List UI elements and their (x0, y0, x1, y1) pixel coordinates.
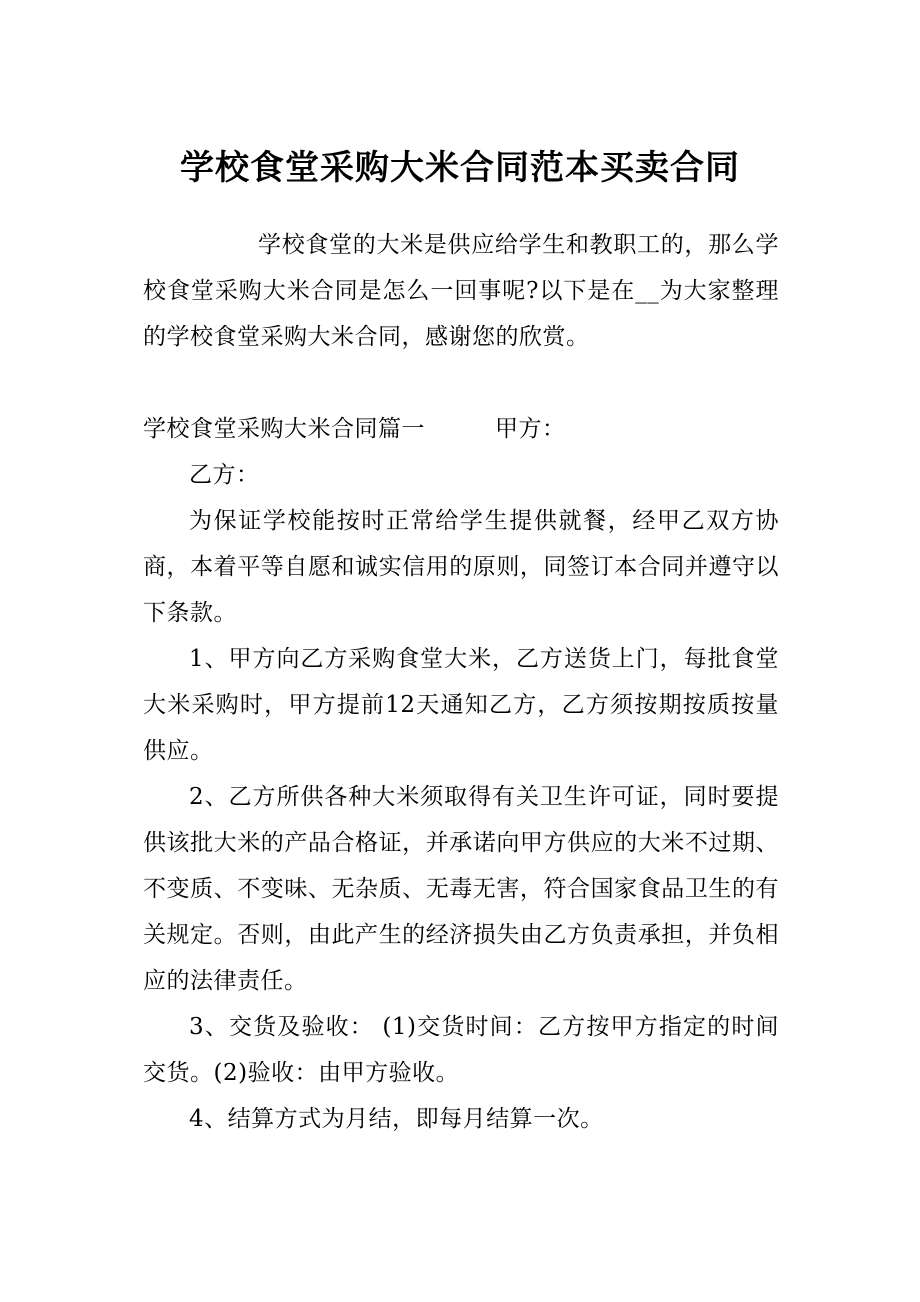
clause-4: 4、结算方式为月结，即每月结算一次。 (189, 1106, 604, 1132)
party-b-label: 乙方： (189, 462, 260, 488)
clause-3: 3、交货及验收： (1)交货时间：乙方按甲方指定的时间交货。(2)验收：由甲方验收。 (143, 1014, 779, 1086)
clause-2: 2、乙方所供各种大米须取得有关卫生许可证，同时要提供该批大米的产品合格证，并承诺向甲方供应的大米不过期、不变质、不变味、无杂质、无毒无害，符合国家食品卫生的有关规定。否则，由此产生的经济损失由乙方负责承担，并负相应的法律责任。 (143, 784, 779, 994)
preamble-paragraph: 为保证学校能按时正常给学生提供就餐，经甲乙双方协商，本着平等自愿和诚实信用的原则，同签订本合同并遵守以下条款。 (143, 508, 779, 626)
section-heading-line (143, 406, 779, 452)
document-title: 学校食堂采购大米合同范本买卖合同 (180, 148, 740, 188)
section-heading: 学校食堂采购大米合同篇一 (143, 416, 425, 442)
paragraph-gap (143, 360, 779, 406)
document-body (143, 222, 779, 1142)
party-a-label: 甲方： (495, 416, 566, 442)
clause-1: 1、甲方向乙方采购食堂大米，乙方送货上门，每批食堂大米采购时，甲方提前12天通知乙方，乙方须按期按质按量供应。 (143, 646, 779, 764)
intro-paragraph: 学校食堂的大米是供应给学生和教职工的，那么学校食堂采购大米合同是怎么一回事呢?以下是在__为大家整理的学校食堂采购大米合同，感谢您的欣赏。 (143, 232, 779, 350)
